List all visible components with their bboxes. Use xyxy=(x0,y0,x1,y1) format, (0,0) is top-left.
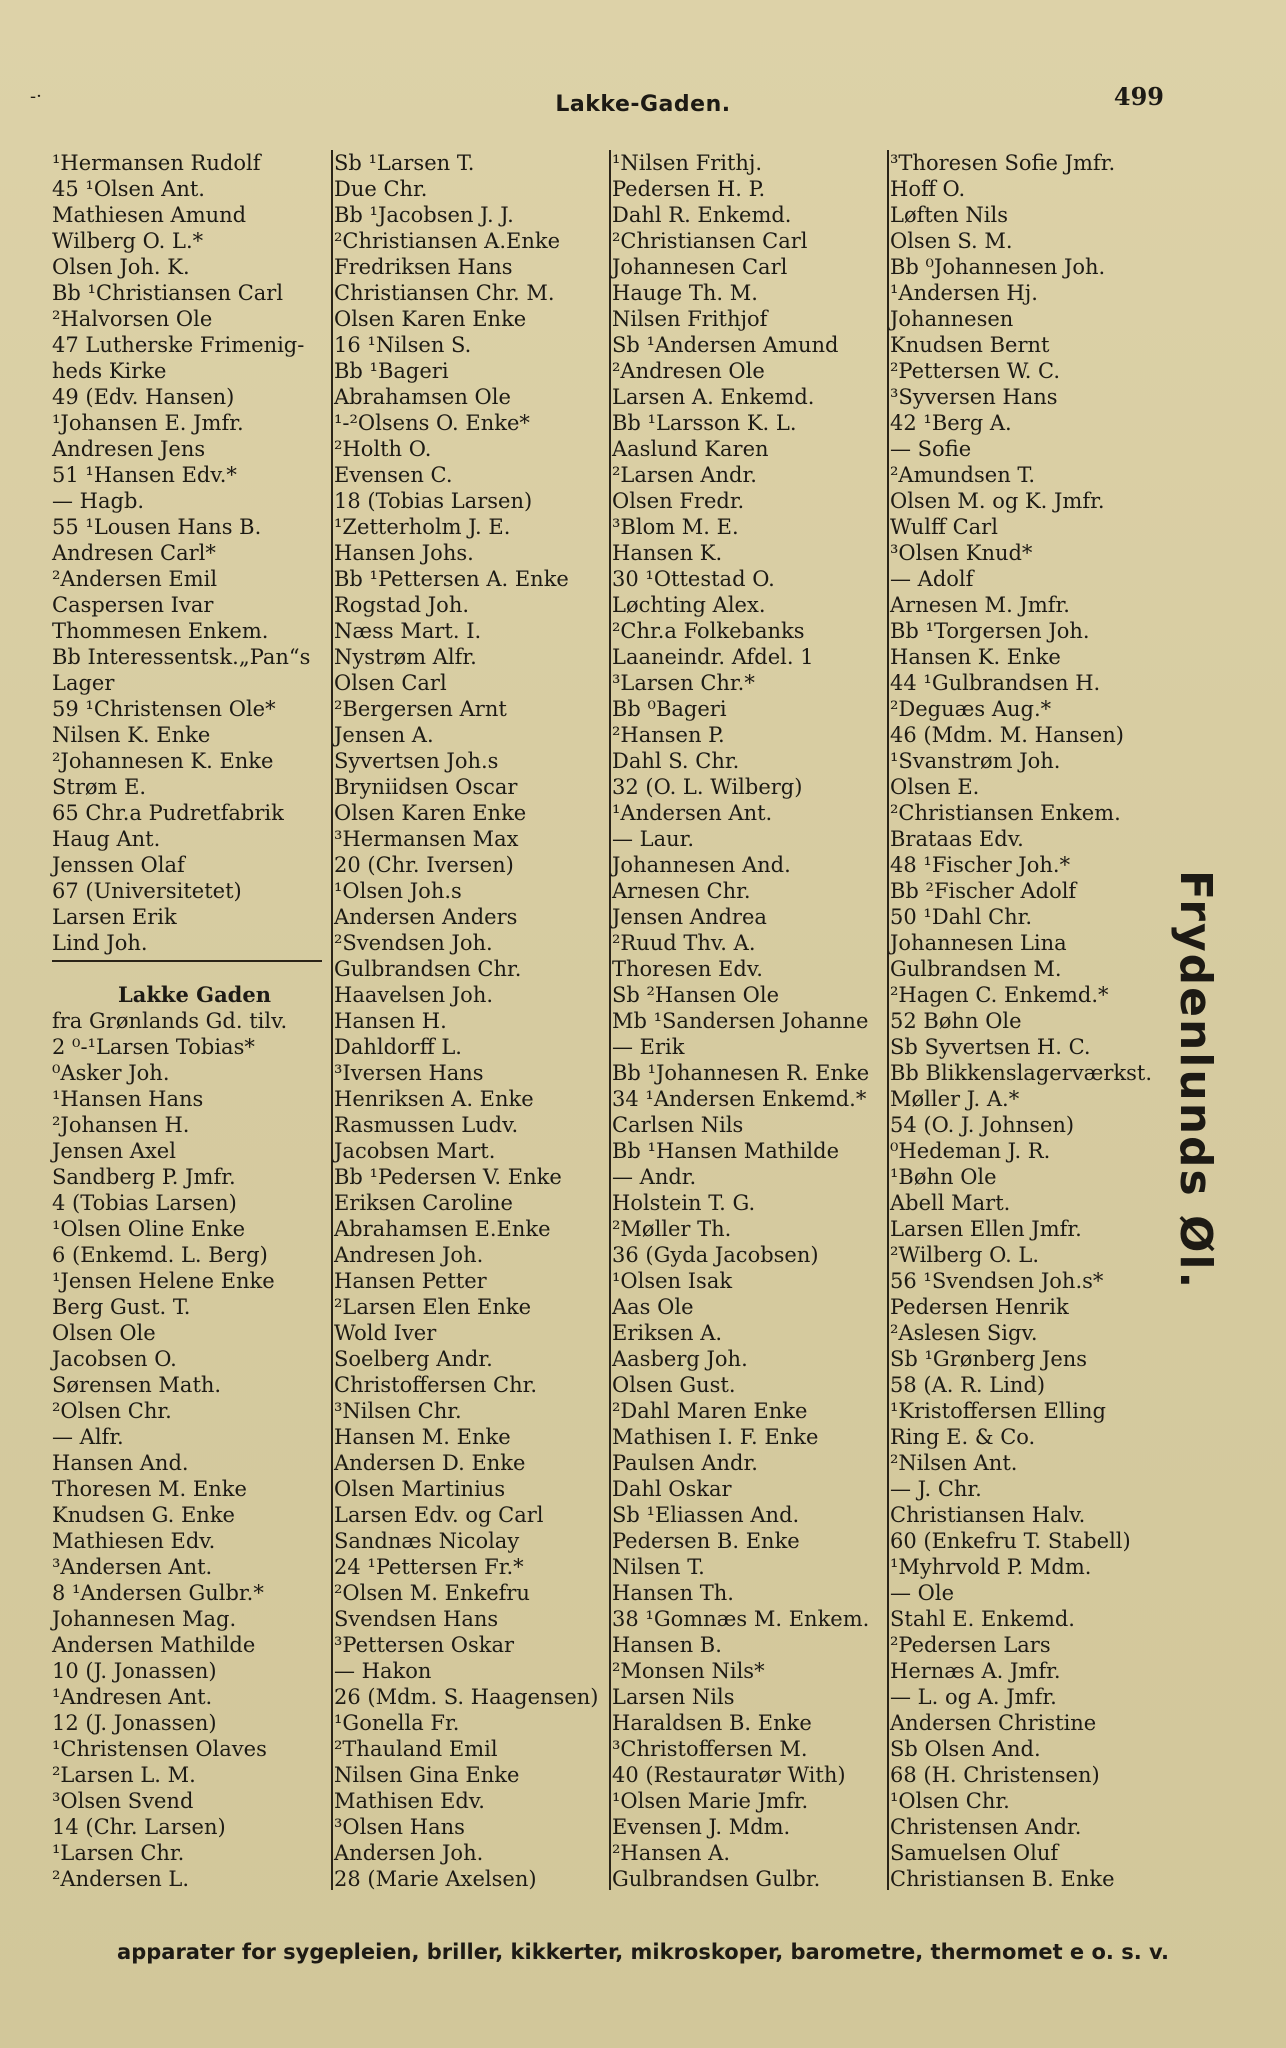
directory-entry: ⁰Hedeman J. R. xyxy=(890,1139,1051,1163)
directory-entry: ¹-²Olsens O. Enke* xyxy=(334,411,530,435)
directory-entry: Bb ⁰Johannesen Joh. xyxy=(890,255,1106,279)
directory-entry: ³Olsen Svend xyxy=(52,1789,194,1813)
directory-entry: Gulbrandsen M. xyxy=(890,957,1062,981)
directory-entry: 52 Bøhn Ole xyxy=(890,1009,1022,1033)
directory-entry: 49 (Edv. Hansen) xyxy=(52,385,235,409)
directory-entry: ²Nilsen Ant. xyxy=(890,1451,1018,1475)
directory-entry: ¹Olsen Marie Jmfr. xyxy=(612,1789,809,1813)
directory-entry: Hansen B. xyxy=(612,1633,722,1657)
directory-entry: Lager xyxy=(52,671,115,695)
directory-entry: ³Christoffersen M. xyxy=(612,1737,808,1761)
directory-entry: Nilsen K. Enke xyxy=(52,723,211,747)
directory-entry: 18 (Tobias Larsen) xyxy=(334,489,533,513)
directory-entry: Larsen Erik xyxy=(52,905,177,929)
directory-entry: Abrahamsen E.Enke xyxy=(334,1217,551,1241)
directory-entry: Bb ¹Pettersen A. Enke xyxy=(334,567,569,591)
directory-entry: Gulbrandsen Chr. xyxy=(334,957,522,981)
directory-entry: ³Iversen Hans xyxy=(334,1061,484,1085)
directory-entry: Hansen Petter xyxy=(334,1269,487,1293)
directory-entry: Sørensen Math. xyxy=(52,1373,222,1397)
directory-entry: 60 (Enkefru T. Stabell) xyxy=(890,1529,1131,1553)
directory-entry: 59 ¹Christensen Ole* xyxy=(52,697,276,721)
directory-entry: ²Bergersen Arnt xyxy=(334,697,507,721)
directory-entry: — Erik xyxy=(612,1035,685,1059)
directory-entry: Stahl E. Enkemd. xyxy=(890,1607,1075,1631)
directory-entry: ¹Jensen Helene Enke xyxy=(52,1269,275,1293)
directory-entry: Dahl R. Enkemd. xyxy=(612,203,792,227)
directory-entry: Olsen S. M. xyxy=(890,229,1013,253)
directory-entry: Sb ¹Andersen Amund xyxy=(612,333,839,357)
directory-entry: 40 (Restauratør With) xyxy=(612,1763,846,1787)
directory-entry: Andersen Anders xyxy=(334,905,518,929)
directory-entry: ²Andersen L. xyxy=(52,1867,190,1891)
directory-entry: Bb ¹Larsson K. L. xyxy=(612,411,797,435)
directory-entry: Olsen Ole xyxy=(52,1321,156,1345)
directory-entry: 16 ¹Nilsen S. xyxy=(334,333,472,357)
directory-entry: Bb ¹Christiansen Carl xyxy=(52,281,284,305)
directory-entry: Olsen Karen Enke xyxy=(334,801,527,825)
directory-entry: ¹Olsen Joh.s xyxy=(334,879,462,903)
directory-entry: Haavelsen Joh. xyxy=(334,983,494,1007)
directory-entry: Brataas Edv. xyxy=(890,827,1024,851)
directory-entry: Johannesen And. xyxy=(612,853,791,877)
column-2 xyxy=(334,150,619,1892)
directory-entry: Andersen Christine xyxy=(890,1711,1097,1735)
directory-entry: Hansen Johs. xyxy=(334,541,474,565)
directory-entry: Bb ¹Jacobsen J. J. xyxy=(334,203,514,227)
directory-entry: 55 ¹Lousen Hans B. xyxy=(52,515,262,539)
directory-entry: Sb Syvertsen H. C. xyxy=(890,1035,1091,1059)
directory-entry: ²Christiansen Carl xyxy=(612,229,808,253)
directory-entry: Jensen A. xyxy=(334,723,434,747)
directory-entry: ²Larsen Elen Enke xyxy=(334,1295,532,1319)
directory-entry: Aaslund Karen xyxy=(612,437,769,461)
directory-entry: ³Pettersen Oskar xyxy=(334,1633,515,1657)
directory-entry: Abrahamsen Ole xyxy=(334,385,511,409)
footer-advertisement: apparater for sygepleien, briller, kikkerter, mikroskoper, barometre, thermomet e o. s. v. xyxy=(117,1940,1169,1964)
directory-entry: Wulff Carl xyxy=(890,515,998,539)
page-title: Lakke-Gaden. xyxy=(555,92,731,117)
directory-entry: Bb ⁰Bageri xyxy=(612,697,727,721)
directory-entry: ²Pedersen Lars xyxy=(890,1633,1051,1657)
directory-entry: 14 (Chr. Larsen) xyxy=(52,1815,226,1839)
page-number: 499 xyxy=(1113,82,1164,111)
directory-entry: Olsen M. og K. Jmfr. xyxy=(890,489,1105,513)
directory-entry: Andersen Mathilde xyxy=(52,1633,256,1657)
directory-entry: — Hakon xyxy=(334,1659,432,1683)
directory-entry: Larsen Nils xyxy=(612,1685,735,1709)
directory-entry: 24 ¹Pettersen Fr.* xyxy=(334,1555,524,1579)
directory-entry: Dahl S. Chr. xyxy=(612,749,740,773)
directory-entry: Sb ²Hansen Ole xyxy=(612,983,780,1007)
directory-entry: ²Amundsen T. xyxy=(890,463,1035,487)
directory-entry: Samuelsen Oluf xyxy=(890,1841,1059,1865)
column-3 xyxy=(612,150,897,1892)
directory-entry: Sb ¹Eliassen And. xyxy=(612,1503,800,1527)
directory-entry: ²Hansen A. xyxy=(612,1841,731,1865)
directory-entry: Bryniidsen Oscar xyxy=(334,775,518,799)
directory-entry: Hansen And. xyxy=(52,1451,189,1475)
directory-entry: Mathisen I. F. Enke xyxy=(612,1425,819,1449)
directory-entry: Andersen D. Enke xyxy=(334,1451,526,1475)
directory-entry: Johannesen Carl xyxy=(612,255,788,279)
directory-entry: Knudsen G. Enke xyxy=(52,1503,235,1527)
directory-entry: ⁰Asker Joh. xyxy=(52,1061,170,1085)
directory-entry: Sb ¹Grønberg Jens xyxy=(890,1347,1088,1371)
directory-entry: Sandnæs Nicolay xyxy=(334,1529,520,1553)
directory-entry: Johannesen Lina xyxy=(890,931,1067,955)
directory-entry: ²Pettersen W. C. xyxy=(890,359,1061,383)
directory-entry: Fredriksen Hans xyxy=(334,255,513,279)
directory-entry: ³Olsen Hans xyxy=(334,1815,465,1839)
directory-entry: Olsen E. xyxy=(890,775,980,799)
directory-entry: Larsen Edv. og Carl xyxy=(334,1503,544,1527)
directory-entry: ¹Andersen Hj. xyxy=(890,281,1038,305)
directory-entry: Andresen Jens xyxy=(52,437,206,461)
directory-entry: heds Kirke xyxy=(52,359,167,383)
directory-entry: 26 (Mdm. S. Haagensen) xyxy=(334,1685,599,1709)
directory-entry: Løften Nils xyxy=(890,203,1009,227)
directory-entry: Strøm E. xyxy=(52,775,147,799)
directory-entry: Johannesen Mag. xyxy=(52,1607,237,1631)
directory-entry: 38 ¹Gomnæs M. Enkem. xyxy=(612,1607,870,1631)
directory-entry: Syvertsen Joh.s xyxy=(334,749,499,773)
directory-entry: Nystrøm Alfr. xyxy=(334,645,477,669)
directory-entry: Pedersen B. Enke xyxy=(612,1529,800,1553)
directory-entry: — Hagb. xyxy=(52,489,145,513)
directory-entry: ¹Andersen Ant. xyxy=(612,801,773,825)
directory-entry: Hansen H. xyxy=(334,1009,447,1033)
directory-entry: Andresen Carl* xyxy=(52,541,216,565)
directory-entry: ²Olsen M. Enkefru xyxy=(334,1581,530,1605)
directory-entry: Due Chr. xyxy=(334,177,428,201)
directory-entry: 32 (O. L. Wilberg) xyxy=(612,775,803,799)
directory-entry: ²Svendsen Joh. xyxy=(334,931,493,955)
directory-entry: ³Blom M. E. xyxy=(612,515,739,539)
directory-entry: Hansen K. xyxy=(612,541,723,565)
directory-entry: ²Dahl Maren Enke xyxy=(612,1399,808,1423)
directory-entry: Caspersen Ivar xyxy=(52,593,214,617)
directory-entry: Johannesen xyxy=(890,307,1014,331)
directory-entry: Eriksen A. xyxy=(612,1321,723,1345)
directory-entry: Andresen Joh. xyxy=(334,1243,484,1267)
directory-entry: Dahl Oskar xyxy=(612,1477,732,1501)
directory-entry: Olsen Carl xyxy=(334,671,447,695)
directory-entry: Jacobsen Mart. xyxy=(334,1139,496,1163)
directory-entry: ³Larsen Chr.* xyxy=(612,671,755,695)
directory-entry: 42 ¹Berg A. xyxy=(890,411,1012,435)
directory-entry: 8 ¹Andersen Gulbr.* xyxy=(52,1581,264,1605)
directory-entry: Paulsen Andr. xyxy=(612,1451,758,1475)
directory-entry: Pedersen Henrik xyxy=(890,1295,1069,1319)
directory-entry: Sb Olsen And. xyxy=(890,1737,1041,1761)
directory-entry: ²Larsen L. M. xyxy=(52,1763,196,1787)
directory-entry: Bb ¹Johannesen R. Enke xyxy=(612,1061,870,1085)
directory-entry: — J. Chr. xyxy=(890,1477,982,1501)
directory-entry: Carlsen Nils xyxy=(612,1113,744,1137)
directory-entry: ¹Olsen Isak xyxy=(612,1269,733,1293)
directory-entry: Olsen Fredr. xyxy=(612,489,745,513)
directory-entry: ²Christiansen Enkem. xyxy=(890,801,1121,825)
directory-entry: Aasberg Joh. xyxy=(612,1347,748,1371)
directory-entry: Lind Joh. xyxy=(52,931,148,955)
directory-entry: 67 (Universitetet) xyxy=(52,879,242,903)
directory-entry: Bb ¹Hansen Mathilde xyxy=(612,1139,840,1163)
section-heading: Lakke Gaden xyxy=(118,982,271,1007)
directory-entry: ²Halvorsen Ole xyxy=(52,307,213,331)
directory-entry: 44 ¹Gulbrandsen H. xyxy=(890,671,1101,695)
directory-entry: Jacobsen O. xyxy=(52,1347,177,1371)
directory-entry: 34 ¹Andersen Enkemd.* xyxy=(612,1087,867,1111)
directory-entry: Olsen Karen Enke xyxy=(334,307,527,331)
column-4 xyxy=(890,150,1175,1892)
directory-entry: ²Hagen C. Enkemd.* xyxy=(890,983,1109,1007)
directory-entry: — Ole xyxy=(890,1581,955,1605)
directory-entry: Jensen Axel xyxy=(52,1139,176,1163)
directory-entry: ¹Myhrvold P. Mdm. xyxy=(890,1555,1092,1579)
directory-entry: ²Olsen Chr. xyxy=(52,1399,172,1423)
directory-entry: Haug Ant. xyxy=(52,827,161,851)
directory-entry: Møller J. A.* xyxy=(890,1087,1020,1111)
directory-entry: Henriksen A. Enke xyxy=(334,1087,534,1111)
directory-entry: Arnesen Chr. xyxy=(612,879,751,903)
directory-entry: ¹Larsen Chr. xyxy=(52,1841,185,1865)
directory-entry: ¹Bøhn Ole xyxy=(890,1165,997,1189)
directory-entry: Dahldorff L. xyxy=(334,1035,462,1059)
directory-entry: ¹Olsen Chr. xyxy=(890,1789,1010,1813)
directory-entry: Evensen J. Mdm. xyxy=(612,1815,791,1839)
directory-entry: Berg Gust. T. xyxy=(52,1295,191,1319)
directory-entry: ¹Christensen Olaves xyxy=(52,1737,267,1761)
directory-entry: 65 Chr.a Pudretfabrik xyxy=(52,801,284,825)
directory-entry: Christoffersen Chr. xyxy=(334,1373,537,1397)
directory-entry: Bb Blikkenslagerværkst. xyxy=(890,1061,1152,1085)
directory-entry: ²Hansen P. xyxy=(612,723,725,747)
directory-entry: Bb ²Fischer Adolf xyxy=(890,879,1077,903)
directory-entry: Olsen Gust. xyxy=(612,1373,736,1397)
directory-entry: Christiansen Halv. xyxy=(890,1503,1086,1527)
directory-entry: — Laur. xyxy=(612,827,695,851)
directory-entry: 48 ¹Fischer Joh.* xyxy=(890,853,1071,877)
directory-entry: — L. og A. Jmfr. xyxy=(890,1685,1057,1709)
directory-entry: Mathiesen Edv. xyxy=(52,1529,216,1553)
directory-entry: 6 (Enkemd. L. Berg) xyxy=(52,1243,268,1267)
directory-entry: ²Wilberg O. L. xyxy=(890,1243,1040,1267)
directory-entry: Mathiesen Amund xyxy=(52,203,247,227)
directory-entry: Sb ¹Larsen T. xyxy=(334,151,475,175)
directory-entry: ³Nilsen Chr. xyxy=(334,1399,462,1423)
directory-entry: 56 ¹Svendsen Joh.s* xyxy=(890,1269,1104,1293)
directory-entry: 47 Lutherske Frimenig- xyxy=(52,333,305,357)
directory-entry: Svendsen Hans xyxy=(334,1607,499,1631)
directory-entry: ²Møller Th. xyxy=(612,1217,732,1241)
directory-entry: 51 ¹Hansen Edv.* xyxy=(52,463,237,487)
directory-entry: Holstein T. G. xyxy=(612,1191,756,1215)
directory-entry: Soelberg Andr. xyxy=(334,1347,493,1371)
directory-entry: Hernæs A. Jmfr. xyxy=(890,1659,1061,1683)
corner-mark: -· xyxy=(30,86,42,107)
directory-entry: 2 ⁰-¹Larsen Tobias* xyxy=(52,1035,255,1059)
directory-entry: ³Andersen Ant. xyxy=(52,1555,213,1579)
directory-entry: ²Deguæs Aug.* xyxy=(890,697,1052,721)
directory-entry: Hauge Th. M. xyxy=(612,281,758,305)
directory-entry: — Alfr. xyxy=(52,1425,124,1449)
directory-entry: Jensen Andrea xyxy=(612,905,767,929)
directory-entry: ¹Andresen Ant. xyxy=(52,1685,213,1709)
directory-entry: ³Thoresen Sofie Jmfr. xyxy=(890,151,1116,175)
directory-entry: 30 ¹Ottestad O. xyxy=(612,567,775,591)
directory-entry: 20 (Chr. Iversen) xyxy=(334,853,514,877)
directory-entry: Wilberg O. L.* xyxy=(52,229,204,253)
directory-entry: fra Grønlands Gd. tilv. xyxy=(52,1009,288,1033)
directory-entry: Christiansen B. Enke xyxy=(890,1867,1115,1891)
directory-entry: 36 (Gyda Jacobsen) xyxy=(612,1243,819,1267)
directory-entry: ²Larsen Andr. xyxy=(612,463,757,487)
directory-entry: 10 (J. Jonassen) xyxy=(52,1659,217,1683)
directory-entry: Andersen Joh. xyxy=(334,1841,484,1865)
directory-entry: Evensen C. xyxy=(334,463,453,487)
directory-entry: 46 (Mdm. M. Hansen) xyxy=(890,723,1124,747)
directory-entry: Eriksen Caroline xyxy=(334,1191,513,1215)
directory-entry: Olsen Joh. K. xyxy=(52,255,190,279)
directory-entry: ²Johansen H. xyxy=(52,1113,190,1137)
directory-entry: ¹Nilsen Frithj. xyxy=(612,151,763,175)
directory-entry: — Sofie xyxy=(890,437,972,461)
directory-entry: Sandberg P. Jmfr. xyxy=(52,1165,236,1189)
directory-entry: 68 (H. Christensen) xyxy=(890,1763,1100,1787)
directory-entry: Næss Mart. I. xyxy=(334,619,482,643)
directory-entry: Hansen M. Enke xyxy=(334,1425,511,1449)
directory-entry: Wold Iver xyxy=(334,1321,437,1345)
directory-entry: ³Olsen Knud* xyxy=(890,541,1033,565)
directory-entry: Mathisen Edv. xyxy=(334,1789,485,1813)
directory-entry: Nilsen Gina Enke xyxy=(334,1763,520,1787)
side-advertisement: Frydenlunds Øl. xyxy=(1170,870,1221,1291)
directory-entry: ²Andersen Emil xyxy=(52,567,218,591)
directory-entry: ¹Zetterholm J. E. xyxy=(334,515,511,539)
directory-entry: Ring E. & Co. xyxy=(890,1425,1036,1449)
directory-entry: Thoresen M. Enke xyxy=(52,1477,247,1501)
directory-entry: Mb ¹Sandersen Johanne xyxy=(612,1009,869,1033)
directory-entry: — Adolf xyxy=(890,567,974,591)
directory-entry: ¹Kristoffersen Elling xyxy=(890,1399,1106,1423)
directory-entry: 54 (O. J. Johnsen) xyxy=(890,1113,1075,1137)
column-1 xyxy=(52,150,337,1892)
directory-entry: Bb Interessentsk.„Pan“s xyxy=(52,645,311,669)
directory-entry: Pedersen H. P. xyxy=(612,177,766,201)
directory-entry: Olsen Martinius xyxy=(334,1477,506,1501)
directory-entry: ¹Gonella Fr. xyxy=(334,1711,460,1735)
directory-entry: Hoff O. xyxy=(890,177,966,201)
directory-entry: 12 (J. Jonassen) xyxy=(52,1711,217,1735)
directory-entry: Aas Ole xyxy=(612,1295,694,1319)
directory-entry: Jenssen Olaf xyxy=(52,853,185,877)
directory-entry: — Andr. xyxy=(612,1165,697,1189)
directory-entry: ²Johannesen K. Enke xyxy=(52,749,274,773)
directory-entry: 50 ¹Dahl Chr. xyxy=(890,905,1033,929)
directory-entry: Hansen Th. xyxy=(612,1581,734,1605)
directory-entry: 58 (A. R. Lind) xyxy=(890,1373,1046,1397)
directory-entry: Larsen Ellen Jmfr. xyxy=(890,1217,1082,1241)
directory-entry: Løchting Alex. xyxy=(612,593,766,617)
directory-entry: Arnesen M. Jmfr. xyxy=(890,593,1070,617)
directory-entry: ²Chr.a Folkebanks xyxy=(612,619,805,643)
directory-entry: Rogstad Joh. xyxy=(334,593,470,617)
directory-entry: Nilsen Frithjof xyxy=(612,307,768,331)
directory-entry: 45 ¹Olsen Ant. xyxy=(52,177,205,201)
directory-entry: Laaneindr. Afdel. 1 xyxy=(612,645,814,669)
directory-entry: ²Christiansen A.Enke xyxy=(334,229,560,253)
directory-entry: 28 (Marie Axelsen) xyxy=(334,1867,537,1891)
directory-entry: Thommesen Enkem. xyxy=(52,619,269,643)
directory-entry: ²Andresen Ole xyxy=(612,359,765,383)
directory-entry: ²Ruud Thv. A. xyxy=(612,931,756,955)
directory-entry: ¹Johansen E. Jmfr. xyxy=(52,411,244,435)
directory-entry: 4 (Tobias Larsen) xyxy=(52,1191,237,1215)
directory-entry: Bb ¹Bageri xyxy=(334,359,449,383)
directory-entry: Abell Mart. xyxy=(890,1191,1011,1215)
directory-entry: ²Aslesen Sigv. xyxy=(890,1321,1038,1345)
directory-entry: Hansen K. Enke xyxy=(890,645,1061,669)
directory-entry: Nilsen T. xyxy=(612,1555,705,1579)
directory-entry: Bb ¹Pedersen V. Enke xyxy=(334,1165,562,1189)
directory-entry: Bb ¹Torgersen Joh. xyxy=(890,619,1090,643)
directory-entry: Christiansen Chr. M. xyxy=(334,281,555,305)
directory-entry: ¹Hermansen Rudolf xyxy=(52,151,261,175)
directory-entry: ²Thauland Emil xyxy=(334,1737,498,1761)
directory-entry: Christensen Andr. xyxy=(890,1815,1082,1839)
directory-entry: ³Syversen Hans xyxy=(890,385,1058,409)
directory-entry: ¹Hansen Hans xyxy=(52,1087,204,1111)
directory-entry: ¹Olsen Oline Enke xyxy=(52,1217,246,1241)
directory-entry: ³Hermansen Max xyxy=(334,827,519,851)
directory-entry: Larsen A. Enkemd. xyxy=(612,385,815,409)
directory-entry: Haraldsen B. Enke xyxy=(612,1711,812,1735)
directory-entry: Thoresen Edv. xyxy=(612,957,763,981)
directory-entry: Gulbrandsen Gulbr. xyxy=(612,1867,821,1891)
directory-entry: Knudsen Bernt xyxy=(890,333,1050,357)
directory-entry: ²Holth O. xyxy=(334,437,432,461)
directory-entry: Rasmussen Ludv. xyxy=(334,1113,519,1137)
directory-entry: ²Monsen Nils* xyxy=(612,1659,765,1683)
directory-entry: ¹Svanstrøm Joh. xyxy=(890,749,1061,773)
